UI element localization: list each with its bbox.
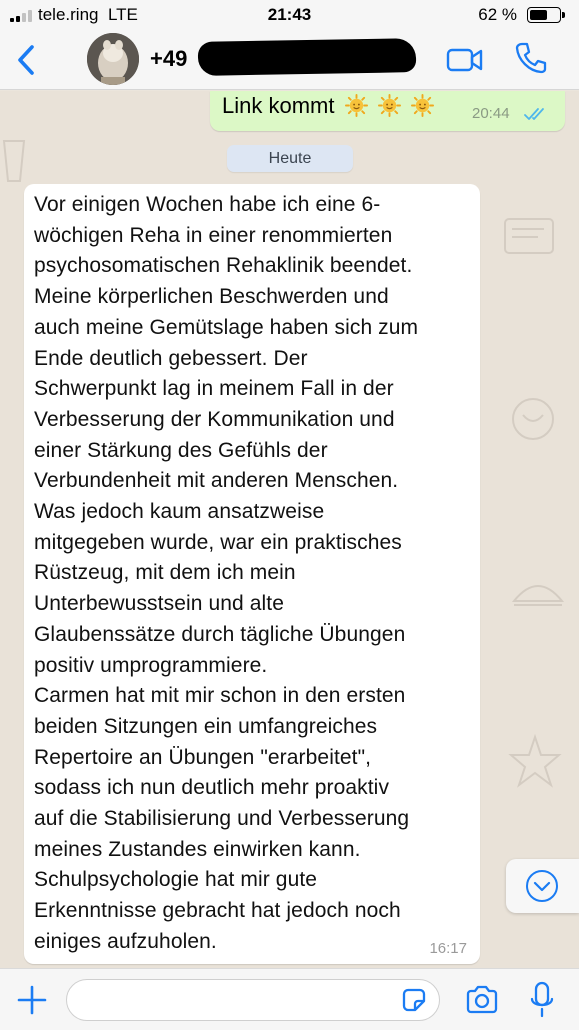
chevron-down-circle-icon bbox=[506, 859, 579, 913]
sun-face-icon bbox=[345, 94, 368, 117]
status-clock: 21:43 bbox=[267, 5, 312, 24]
incoming-message-time: 16:17 bbox=[429, 940, 467, 957]
voice-call-button[interactable] bbox=[514, 41, 548, 75]
battery-nub bbox=[562, 12, 565, 18]
contact-name[interactable]: +49 bbox=[150, 46, 188, 71]
chat-area[interactable] bbox=[0, 91, 579, 968]
wallpaper-doodle-icon bbox=[505, 391, 561, 447]
carrier-name: tele.ring bbox=[38, 5, 99, 24]
network-type: LTE bbox=[107, 5, 138, 24]
camera-icon bbox=[465, 985, 499, 1015]
camera-button[interactable] bbox=[465, 985, 499, 1015]
sun-face-icon bbox=[378, 94, 401, 117]
incoming-message[interactable] bbox=[24, 184, 480, 964]
microphone-icon bbox=[530, 981, 554, 1019]
microphone-button[interactable] bbox=[530, 981, 554, 1019]
battery-icon bbox=[527, 7, 561, 23]
wallpaper-doodle-icon bbox=[0, 131, 30, 191]
scroll-to-bottom-button[interactable] bbox=[506, 859, 579, 913]
incoming-message-text: Vor einigen Wochen habe ich eine 6- wöchigen Reha in einer renommierten psychosomatischen Rehaklinik beendet. Meine körperlichen Beschwerden und auch meine Gemütslage haben sich zum Ende deutlich gebessert. Der Schwerpunkt lag in meinem Fall in der Verbesserung der Kommunikation und einer Stärkung des Gefühls der Verbundenheit mit anderen Menschen. Was jedoch kaum ansatzweise mitgegeben wurde, war ein praktisches Rüstzeug, mit dem ich mein Unterbewusstsein und alte Glaubenssätze durch tägliche Übungen positiv umprogrammiere. Carmen hat mit mir schon in den ersten beiden Sitzungen ein umfangreiches Repertoire an Übungen "erarbeitet", sodass ich nun deutlich mehr proaktiv auf die Stabilisierung und Verbesserung meines Zustandes einwirken kann. Schulpsychologie hat mir gute Erkenntnisse gebracht hat jedoch noch einiges aufzuholen. bbox=[34, 193, 419, 953]
wallpaper-doodle-icon bbox=[505, 731, 565, 791]
read-ticks-icon bbox=[524, 107, 548, 121]
battery-fill bbox=[530, 10, 547, 20]
outgoing-message[interactable] bbox=[210, 91, 565, 131]
back-chevron-icon bbox=[12, 40, 42, 80]
redaction-mark bbox=[198, 38, 417, 76]
outgoing-message-time: 20:44 bbox=[472, 105, 510, 122]
status-bar bbox=[0, 0, 579, 30]
attach-button[interactable] bbox=[16, 984, 48, 1016]
video-call-button[interactable] bbox=[446, 45, 484, 75]
phone-icon bbox=[514, 41, 548, 75]
wallpaper-doodle-icon bbox=[500, 211, 560, 261]
sticker-icon bbox=[400, 986, 428, 1014]
outgoing-message-text: Link kommt bbox=[222, 93, 335, 118]
back-button[interactable] bbox=[12, 40, 42, 80]
sticker-button[interactable] bbox=[400, 986, 428, 1014]
chat-header bbox=[0, 30, 579, 90]
battery-percent: 62 % bbox=[478, 5, 517, 24]
plus-icon bbox=[16, 984, 48, 1016]
contact-avatar[interactable] bbox=[87, 33, 139, 85]
avatar-image bbox=[87, 33, 139, 85]
video-call-icon bbox=[446, 45, 484, 75]
wallpaper-doodle-icon bbox=[510, 571, 566, 611]
sun-face-icon bbox=[411, 94, 434, 117]
message-input[interactable] bbox=[66, 979, 440, 1021]
outgoing-message-text-row bbox=[222, 93, 434, 119]
message-input-bar bbox=[0, 968, 579, 1030]
date-separator: Heute bbox=[227, 145, 353, 172]
